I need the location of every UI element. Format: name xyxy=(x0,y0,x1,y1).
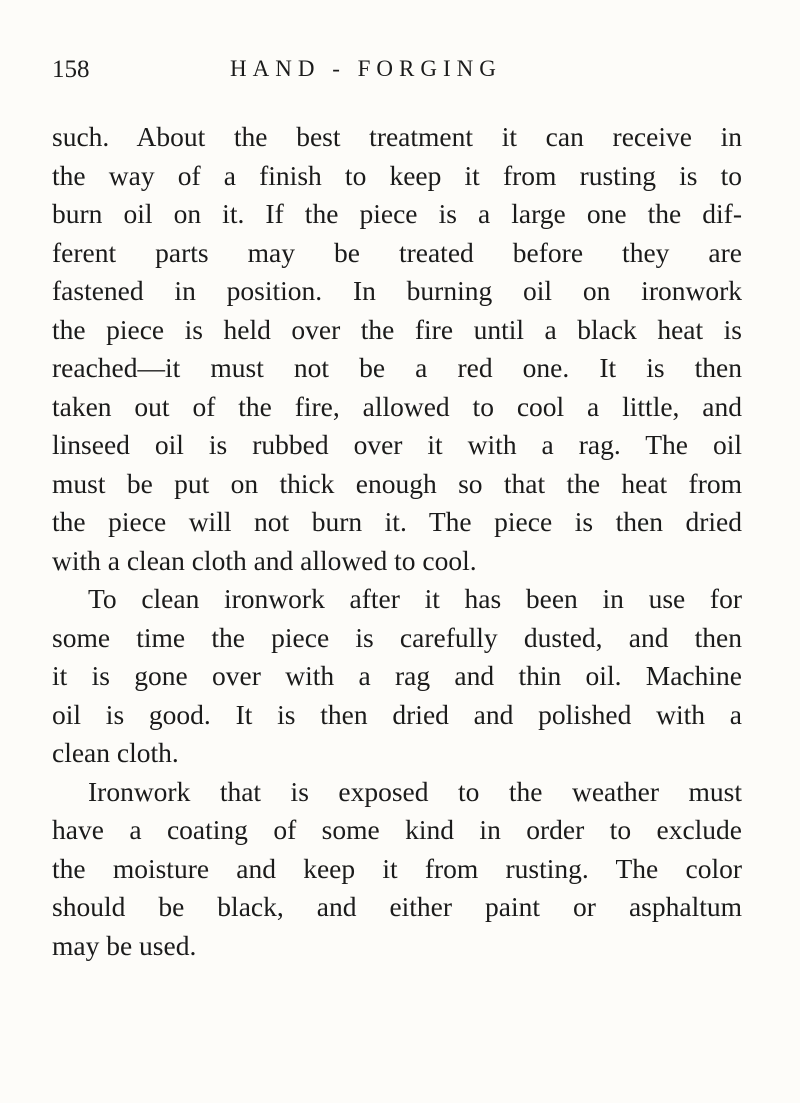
text-line: the piece will not burn it. The piece is then dried xyxy=(52,506,742,537)
text-line: ferent parts may be treated before they are xyxy=(52,236,742,268)
text-line: must be put on thick enough so that the heat from xyxy=(52,467,742,499)
paragraph-3 xyxy=(52,773,742,966)
text-line: oil is good. It is then dried and polished with a xyxy=(52,698,742,730)
text-line: clean cloth. xyxy=(52,737,179,768)
text-line: with a clean cloth and allowed to cool. xyxy=(52,544,477,576)
body-text xyxy=(52,118,742,965)
text-line: the moisture and keep it from rusting. The color xyxy=(52,852,742,884)
text-line: linseed oil is rubbed over it with a rag. The oil xyxy=(52,429,742,460)
text-line: it is gone over with a rag and thin oil. Machine xyxy=(52,660,742,691)
page-number: 158 xyxy=(52,56,90,83)
text-line: fastened in position. In burning oil on ironwork xyxy=(52,275,742,306)
text-line: To clean ironwork after it has been in use for xyxy=(88,583,742,614)
text-line: Ironwork that is exposed to the weather must xyxy=(88,775,742,807)
text-line: the way of a finish to keep it from rusting is to xyxy=(52,159,742,191)
paragraph-2 xyxy=(52,580,742,773)
text-line: reached—it must not be a red one. It is then xyxy=(52,352,742,383)
text-line: taken out of the fire, allowed to cool a little, and xyxy=(52,390,742,422)
text-line: should be black, and either paint or asphaltum xyxy=(52,891,742,922)
page-header xyxy=(52,56,800,90)
text-line: such. About the best treatment it can receive in xyxy=(52,121,742,152)
text-line: some time the piece is carefully dusted, and then xyxy=(52,621,742,653)
text-line: may be used. xyxy=(52,929,197,961)
running-title: HAND - FORGING xyxy=(230,56,502,81)
paragraph-1 xyxy=(52,118,742,580)
text-line: have a coating of some kind in order to exclude xyxy=(52,814,742,845)
text-line: the piece is held over the fire until a black heat is xyxy=(52,313,742,345)
text-line: burn oil on it. If the piece is a large one the dif- xyxy=(52,198,742,229)
